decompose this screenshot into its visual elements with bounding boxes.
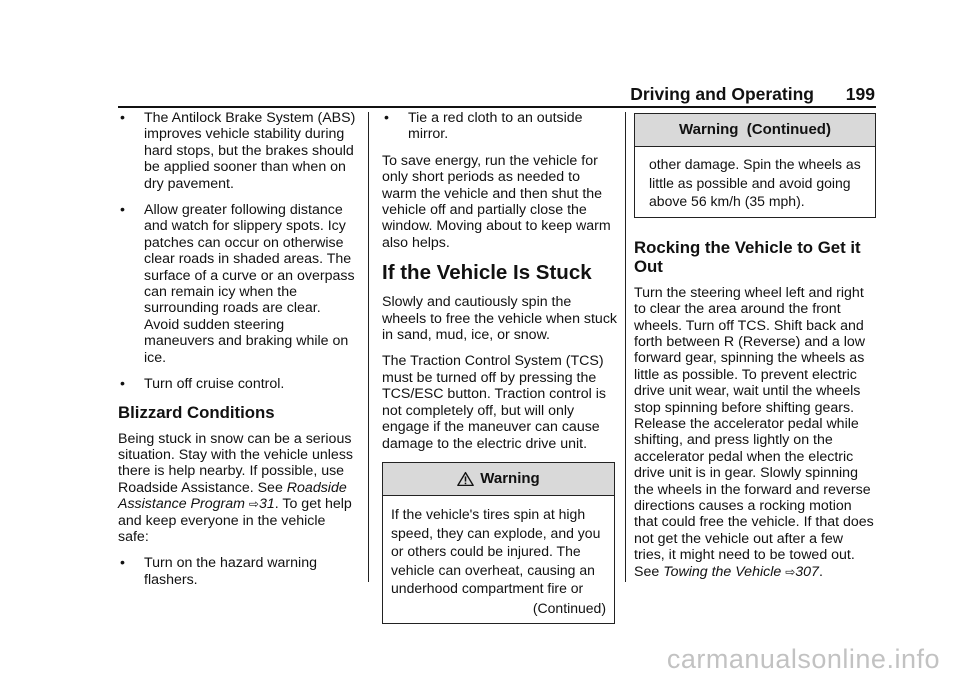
body-paragraph: Turn the steering wheel left and right to clear the area around the front wheels. Turn off TCS. Shift back and forth between R (Reverse) and a low forward gear, spinning the wheels as little as possible. To prevent electric drive unit wear, wait until the wheels stop spinning before shifting gears. Release the accelerator pedal while shifting, and press lightly on the accelerator pedal when the electric drive unit is in gear. Slowly spinning the wheels in the forward and reverse directions causes a rocking motion that could free the vehicle. If that does not get the vehicle out after a few tries, it might need to be towed out. See Towing the Vehicle ⇨307. xyxy=(634,284,874,580)
body-paragraph: The Traction Control System (TCS) must be turned off by pressing the TCS/ESC button. Traction control is not completely off, but will only engage if the maneuver can cause damage to the electric drive unit. xyxy=(382,353,606,452)
cross-reference-page[interactable]: 31 xyxy=(258,496,275,513)
section-heading: If the Vehicle Is Stuck xyxy=(382,261,592,285)
list-item: • Allow greater following distance and watch for slippery spots. Icy patches can occur on otherwise clear roads in shaded areas. The surface of a curve or an overpass can remain icy when the surrounding roads are clear. Avoid sudden steering maneuvers and braking while on ice. xyxy=(120,202,355,366)
section-heading: Blizzard Conditions xyxy=(118,402,275,422)
bullet-marker: • xyxy=(120,555,125,572)
page-ref-icon: ⇨ xyxy=(785,564,796,579)
page-header xyxy=(118,84,876,108)
list-item: • Turn off cruise control. xyxy=(120,376,285,393)
list-item: • Turn on the hazard warning flashers. xyxy=(120,555,317,588)
list-item: • Tie a red cloth to an outside mirror. xyxy=(384,110,583,143)
page-number: 199 xyxy=(845,84,875,104)
cross-reference-page[interactable]: 307 xyxy=(795,563,819,580)
warning-title: Warning (Continued) xyxy=(679,120,831,138)
bullet-marker: • xyxy=(120,376,125,393)
warning-title: Warning xyxy=(480,469,540,487)
body-paragraph: Slowly and cautiously spin the wheels to free the vehicle when stuck in sand, mud, ice, or snow. xyxy=(382,294,618,344)
body-paragraph: To save energy, run the vehicle for only short periods as needed to warm the vehicle and then shut the vehicle off and partially close the window. Moving about to keep warm also helps. xyxy=(382,152,611,251)
warning-body: If the vehicle's tires spin at high speed, they can explode, and you or others could be injured. The vehicle can overheat, causing an underhood compartment fire or (Continued) xyxy=(391,505,606,616)
warning-triangle-icon xyxy=(457,471,474,487)
warning-body: other damage. Spin the wheels as little as possible and avoid going above 56 km/h (35 mph). xyxy=(649,156,861,210)
warning-header xyxy=(635,114,875,147)
warning-box xyxy=(382,462,615,625)
bullet-marker: • xyxy=(120,202,125,219)
page-ref-icon: ⇨ xyxy=(248,497,259,512)
column-right xyxy=(634,110,876,590)
section-title: Driving and Operating xyxy=(630,84,814,104)
cross-reference-link[interactable]: Roadside Assistance Program xyxy=(118,479,347,513)
cross-reference-link[interactable]: Towing the Vehicle xyxy=(663,563,782,580)
column-divider xyxy=(625,112,626,582)
list-item: • The Antilock Brake System (ABS) improves vehicle stability during hard stops, but the brakes should be applied sooner than when on dry pavement. xyxy=(120,110,356,192)
warning-box-continued xyxy=(634,113,876,218)
column-left xyxy=(118,110,356,598)
column-middle xyxy=(382,110,617,624)
column-divider xyxy=(368,112,369,582)
bullet-marker: • xyxy=(120,110,125,126)
warning-header xyxy=(383,463,614,496)
watermark: carmanualsonline.info xyxy=(666,644,940,674)
continued-label: (Continued) xyxy=(532,599,606,616)
footer xyxy=(0,640,960,678)
section-heading: Rocking the Vehicle to Get it Out xyxy=(634,237,861,276)
bullet-marker: • xyxy=(384,110,389,126)
body-paragraph: Being stuck in snow can be a serious situation. Stay with the vehicle unless there is help nearby. If possible, use Roadside Assistance. See Roadside Assistance Program ⇨31. To get help and keep everyone in the vehicle safe: xyxy=(118,430,354,545)
